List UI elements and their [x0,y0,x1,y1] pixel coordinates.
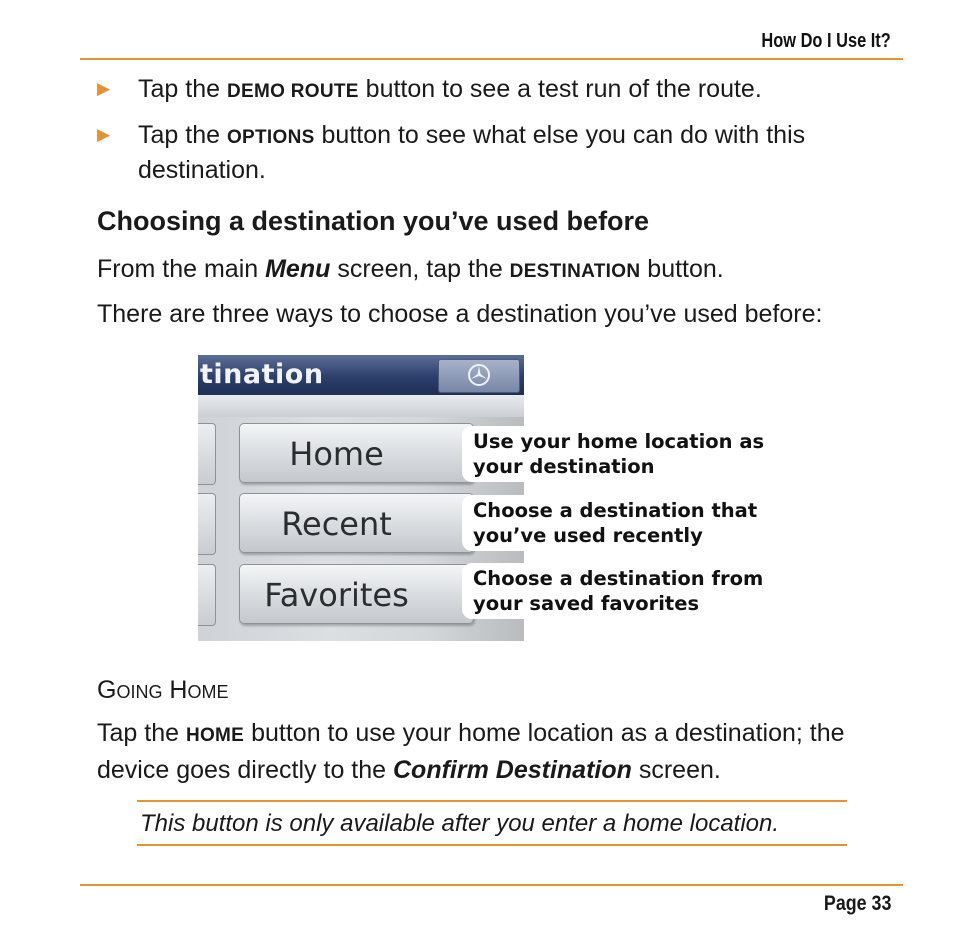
recent-button: Recent [239,493,474,553]
bullet-options: ▶ Tap the OPTIONS button to see what else you can do with this destination. [97,121,806,184]
options-label: OPTIONS [226,127,315,148]
section-heading: Choosing a destination you’ve used before [97,206,650,236]
running-header: How Do I Use It? [761,30,891,52]
home-label: HOME [185,725,245,746]
left-button-stub [198,423,216,485]
left-button-stub [198,564,216,626]
star-logo-icon [467,363,491,387]
confirm-destination-term: Confirm Destination [393,756,632,784]
favorites-button: Favorites [239,564,474,624]
note-text: This button is only available after you enter a home location. [140,810,780,837]
bullet-arrow-icon: ▶ [97,79,111,98]
callout-favorites: Choose a destination from your saved favorites [462,563,772,619]
paragraph-going-home: Tap the HOME button to use your home location as a destination; the device goes directly to the Confirm Destination screen. [97,719,845,784]
bullet-demo-route: ▶ Tap the DEMO ROUTE button to see a test run of the route. [97,75,762,103]
paragraph-three-ways: There are three ways to choose a destination you’ve used before: [97,300,823,328]
left-button-stub [198,493,216,555]
demo-route-label: DEMO ROUTE [226,81,359,102]
header-rule [80,58,903,60]
bullet-arrow-icon: ▶ [97,125,111,144]
paragraph-main-menu: From the main Menu screen, tap the DESTINATION button. [97,255,724,283]
menu-term: Menu [265,255,331,283]
callout-recent: Choose a destination that you’ve used recently [462,495,772,551]
screenshot-title: tination [200,359,324,390]
page-number: Page 33 [823,892,891,915]
home-button: Home [239,423,474,483]
brand-logo-button [438,359,520,393]
destination-label: DESTINATION [509,261,641,282]
screenshot-strip [198,395,524,417]
note-box [137,800,847,846]
callout-home: Use your home location as your destination [462,426,772,482]
footer-rule [80,884,903,886]
going-home-heading: Going Home [97,676,229,704]
screenshot-titlebar [198,355,524,395]
